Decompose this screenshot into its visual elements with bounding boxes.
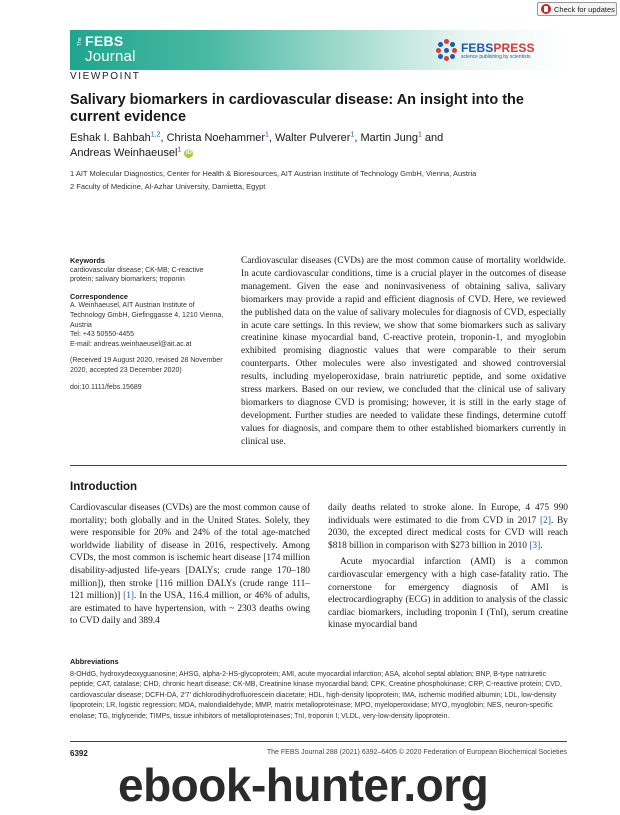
author-affiliation-sup[interactable]: 1: [177, 146, 182, 154]
affiliations: [70, 167, 550, 193]
author-separator: ,: [268, 132, 276, 144]
divider-bottom: [70, 741, 567, 742]
introduction-heading: Introduction: [70, 481, 138, 493]
febs-press-logo: [435, 39, 553, 61]
check-for-updates-button[interactable]: [537, 2, 617, 16]
received-dates: (Received 19 August 2020, revised 28 November 2020, accepted 23 December 2020): [70, 357, 223, 374]
febs-press-dots-icon: [435, 39, 459, 61]
author-affiliation-sup[interactable]: 1,2: [150, 131, 161, 139]
body-column-left: [70, 502, 310, 628]
febs-press-name: FEBSPRESS: [461, 41, 535, 55]
logo-the: The: [77, 37, 83, 47]
journal-citation: The FEBS Journal 288 (2021) 6392–6405 © 2020 Federation of European Biochemical Societies: [266, 749, 567, 756]
divider-top: [70, 465, 567, 466]
author-affiliation-sup[interactable]: 1: [265, 131, 269, 139]
reference-link-1[interactable]: [1]: [123, 591, 135, 602]
febs-press-tagline: science publishing by scientists: [461, 54, 531, 60]
author-name: Eshak I. Bahbah: [70, 132, 151, 144]
crossmark-icon: [541, 4, 551, 14]
article-section-label: VIEWPOINT: [70, 71, 141, 82]
intro-paragraph-1-cont: daily deaths related to stroke alone. In Europe, 4 475 990 individuals were estimated to die from CVD in 2017 [2]. By 2030, the excepted direct medical costs for CVD will reach $818 billion in comparison with $273 billion in 2010 [3].: [328, 503, 568, 551]
author-list: [70, 131, 540, 161]
check-for-updates-label: Check for updates: [554, 4, 615, 14]
author-affiliation-sup[interactable]: 1: [350, 131, 355, 139]
correspondence-address: A. Weinhaeusel, AIT Austrian Institute of Technology GmbH, Giefinggasse 4, 1210 Vienna, Austria: [70, 302, 224, 329]
author-name: Christa Noehammer: [166, 132, 266, 144]
logo-journal: Journal: [85, 48, 136, 65]
keywords-heading: Keywords: [70, 256, 105, 265]
correspondence-tel: Tel: +43 50550-4455: [70, 331, 135, 339]
abbreviations-text: 8-OHdG, hydroxydeoxyguanosine; AHSG, alpha-2-HS-glycoprotein; AMI, acute myocardial infarction; ASA, alcohol septal ablation; BNP, B-type natriuretic peptide; CAT, catalase; CHD, chronic heart disease; CK-MB, Creatinine kinase myocardial band; CPK, Creatine phosphokinase; CRP, C-reactive protein; CVD, cardiovascular disease; DCFH-DA, 2′7′ dichlorodihydrofluorescein diacetate; HDL, high-density lipoprotein; IMA, ischemic modified albumin; LDL, low-density lipoprotein; LR, logistic regression; MDA, malondialdehyde; MMP, matrix metalloproteinase; MPO, myeloperoxidase; MYO, myoglobin; NES, neuron-specific enolase; TG, triglyceride; TIMPs, tissue inhibitors of metalloproteinases; TnI, troponin I; VLDL, very-low-density lipoprotein.: [70, 670, 562, 720]
logo-febs: FEBS: [85, 33, 124, 49]
orcid-icon[interactable]: iD: [185, 149, 192, 156]
author-name: Martin Jung: [360, 132, 418, 144]
affiliation-2: 2 Faculty of Medicine, Al-Azhar University, Damietta, Egypt: [70, 182, 266, 191]
watermark: ebook-hunter.org: [118, 759, 489, 811]
author-separator: ,: [354, 132, 361, 144]
correspondence-heading: Correspondence: [70, 291, 128, 301]
page-number: 6392: [70, 749, 88, 758]
author-name: Walter Pulverer: [275, 132, 351, 144]
author-separator: ,: [160, 132, 167, 144]
intro-paragraph-1: Cardiovascular diseases (CVDs) are the most common cause of mortality; both globally and in the United States. Solely, they were responsible for 20% and 24% of the total age-matched worldwide liability of disease in 2016, respectively. Among CVDs, the most common is ischemic heart disease [174 million disability-adjusted life-years [DALYs; crude range 170–180 million]), then stroke [116 million DALYs (crude range 111–121 million)] [1]. In the USA, 116.4 million, or 46% of adults, are estimated to have hypertension, with ~ 2303 deaths owing to CVD daily and 389.4: [70, 503, 310, 627]
article-title: Salivary biomarkers in cardiovascular disease: An insight into the current evidence: [70, 92, 524, 125]
journal-banner: [70, 30, 567, 70]
correspondence-email[interactable]: E-mail: andreas.weinhaeusel@ait.ac.at: [70, 340, 192, 348]
author-name: Andreas Weinhaeusel: [70, 147, 178, 159]
doi-link[interactable]: doi:10.1111/febs.15689: [70, 383, 142, 391]
keywords: cardiovascular disease; CK-MB; C-reactive protein; salivary biomarkers; troponin: [70, 266, 204, 284]
abbreviations: [70, 657, 567, 723]
author-affiliation-sup[interactable]: 1: [417, 131, 422, 139]
abstract: Cardiovascular diseases (CVDs) are the most common cause of mortality worldwide. In acute cardiovascular conditions, time is a crucial player in the outcomes of disease management. Given the ease and noninvasiveness of obtaining saliva, salivary biomarkers may provide a rapid and efficient diagnosis of CVD. Here, we reviewed the published data on the value of salivary molecules for diagnosis of CVD, especially in acute care settings. In this review, we show that some biomarkers such as salivary creatinine kinase myocardial band, C-reactive protein, troponin-1, and myoglobin exhibited promising diagnostic values that were comparable to their serum counterparts. Other molecules were also investigated and showed controversial results, including myeloperoxidase, brain natriuretic peptide, and some oxidative stress markers. Based on our review, we concluded that the clinical use of salivary biomarkers to diagnose CVD is promising; however, it is still in the early stage of development. Further studies are needed to validate these findings, determine cutoff values for diagnosis, and compare them to other established biomarkers currently in clinical use.: [241, 256, 566, 447]
article-sidebar: [70, 256, 225, 392]
intro-paragraph-2: Acute myocardial infarction (AMI) is a common cardiovascular emergency with a high case-fatality ratio. The cornerstone for emergency diagnosis of AMI is electrocardiography (ECG) in addition to analysis of the classic cardiac biomarkers, including troponin I (TnI), serum creatine kinase myocardial band: [328, 557, 568, 631]
abbreviations-heading: Abbreviations: [70, 657, 119, 666]
body-column-right: [328, 502, 568, 632]
reference-link-3[interactable]: [3]: [529, 540, 541, 551]
affiliation-1: 1 AIT Molecular Diagnostics, Center for Health & Bioresources, AIT Austrian Institute of Technology GmbH, Vienna, Austria: [70, 169, 477, 178]
reference-link-2[interactable]: [2]: [540, 515, 551, 526]
author-separator: and: [421, 132, 444, 144]
